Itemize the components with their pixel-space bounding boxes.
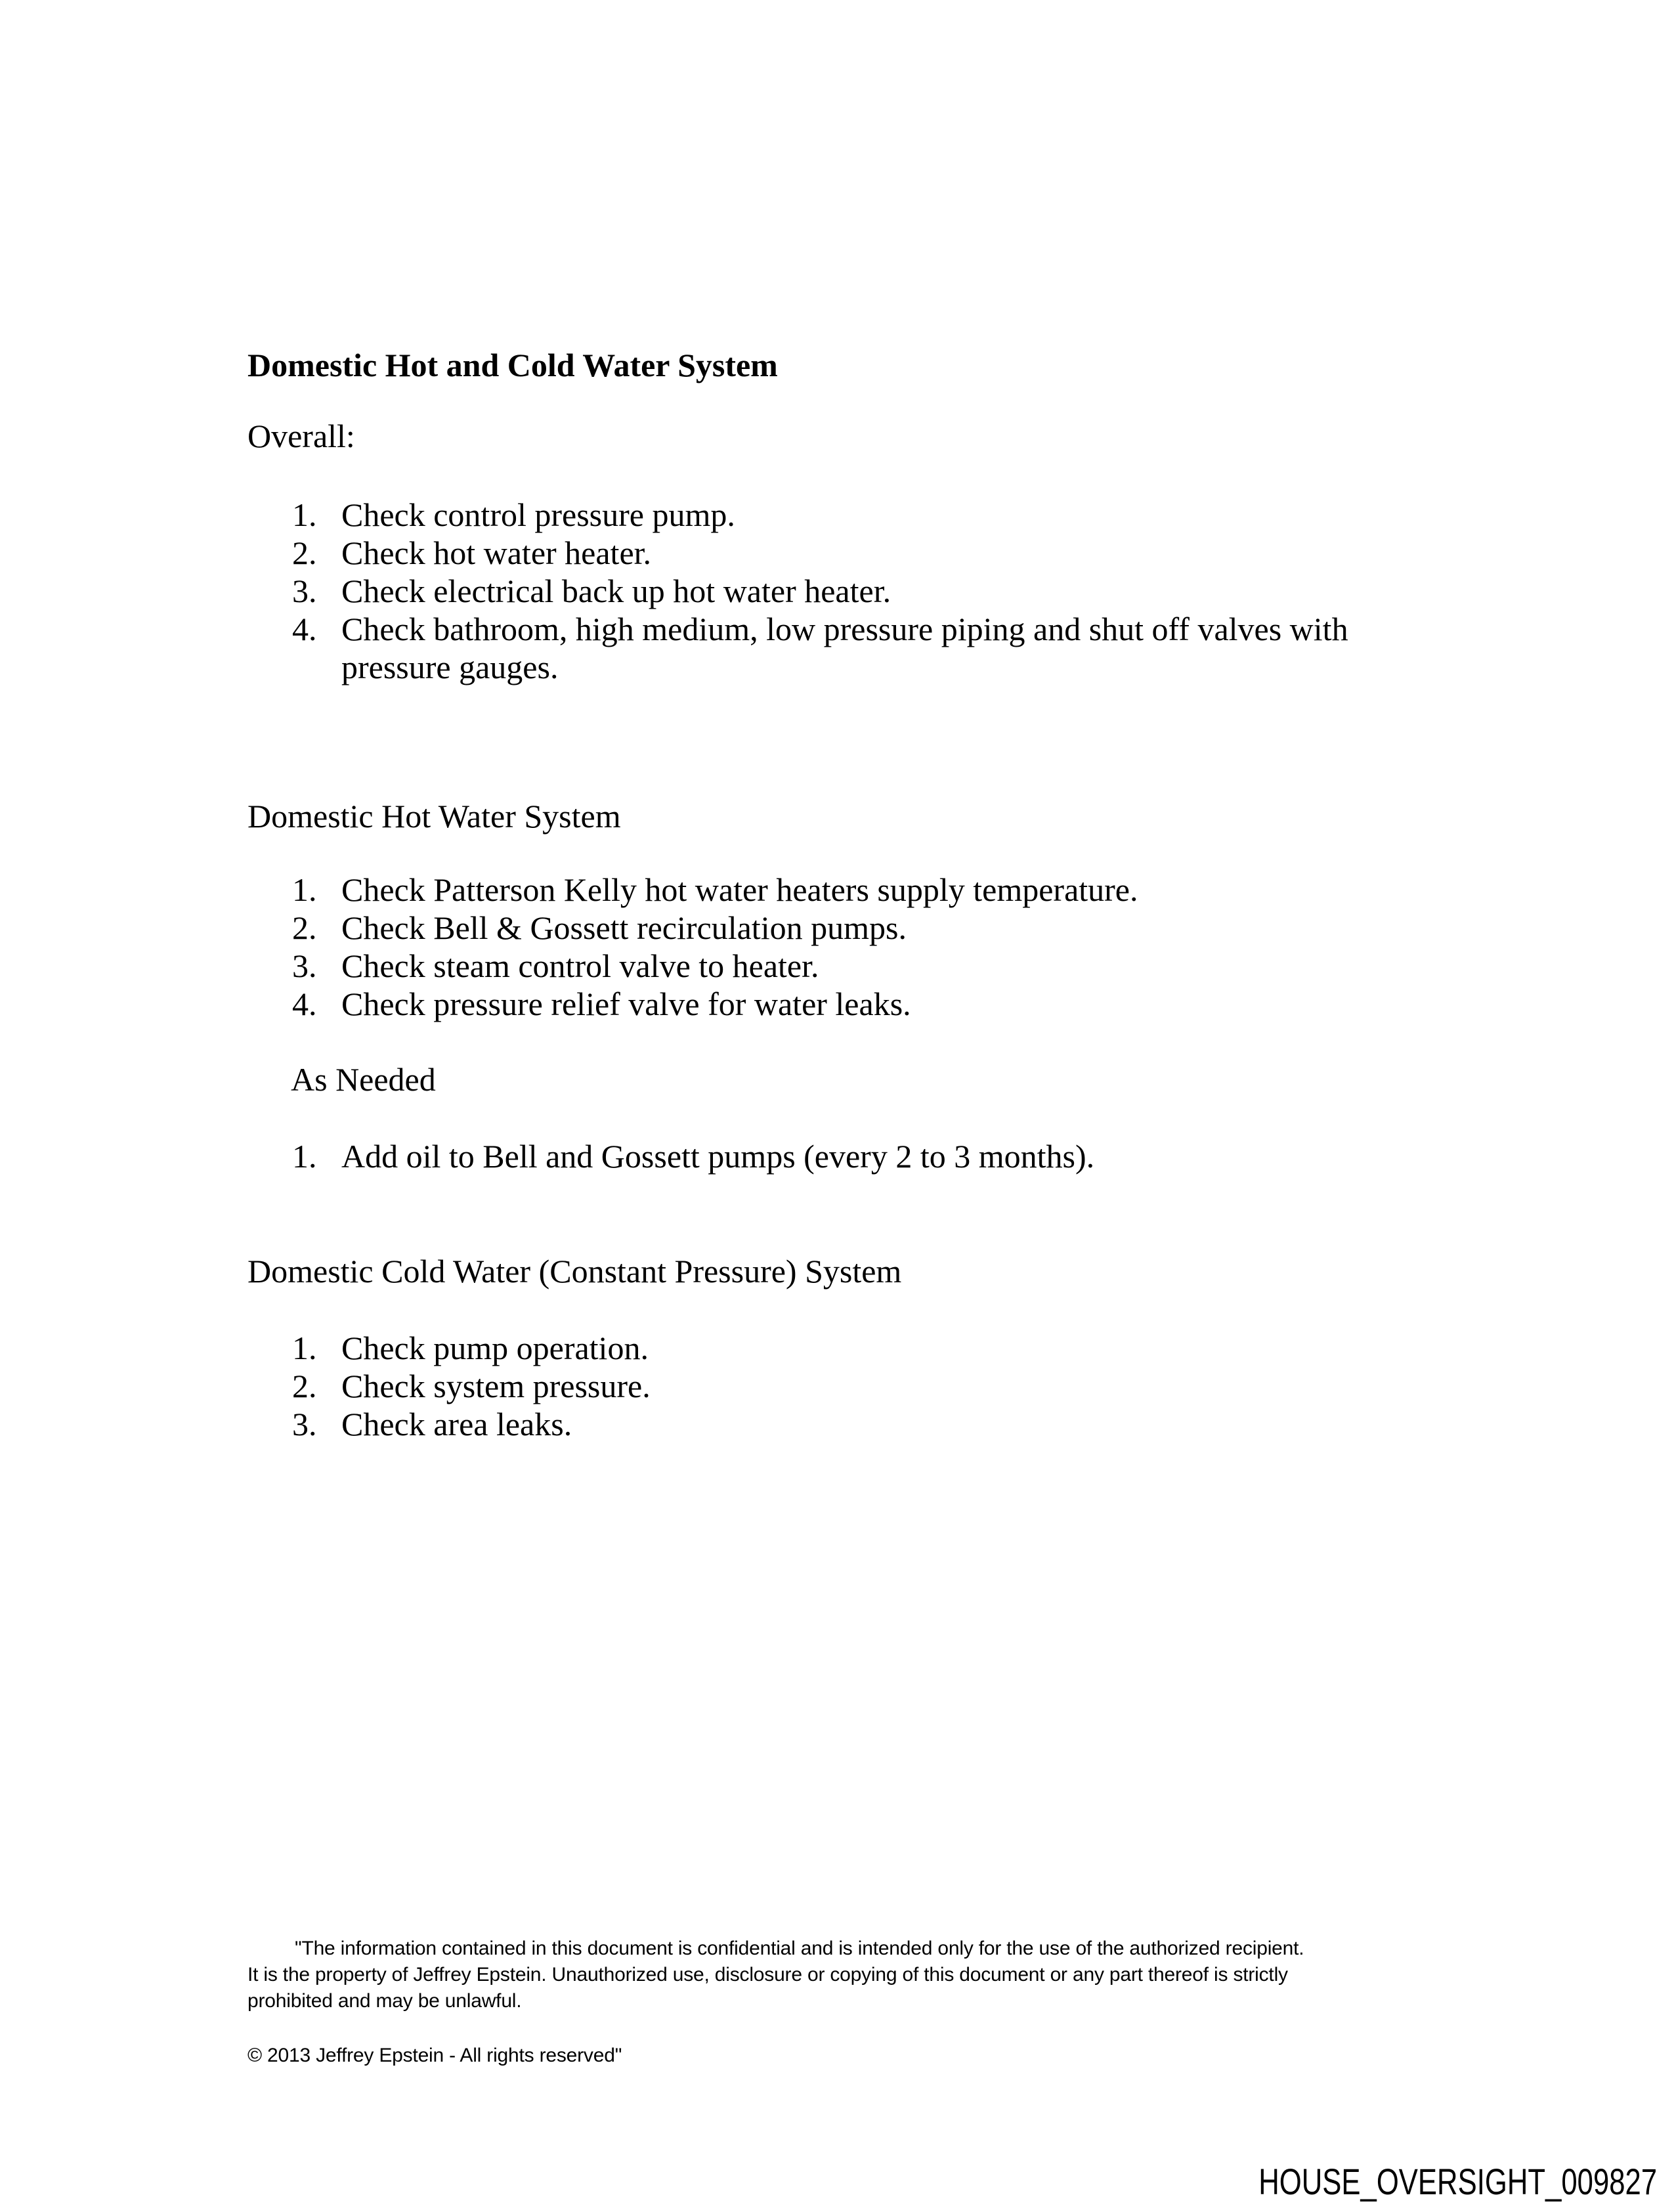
list-item: Check control pressure pump. [341, 496, 735, 533]
bates-stamp: HOUSE_OVERSIGHT_009827 [1258, 2161, 1657, 2202]
list-item: Check Patterson Kelly hot water heaters supply temperature. [341, 871, 1138, 908]
section-heading-as-needed: As Needed [291, 1061, 436, 1098]
checklist-cold-water [247, 1329, 1444, 1443]
section-heading-cold-water: Domestic Cold Water (Constant Pressure) System [247, 1253, 902, 1290]
section-heading-overall: Overall: [247, 418, 355, 454]
checklist-overall [247, 496, 1444, 686]
confidentiality-notice [247, 1936, 1304, 2014]
list-item: Check steam control valve to heater. [341, 947, 819, 984]
list-item: Check bathroom, high medium, low pressure piping and shut off valves with pressure gauges. [341, 611, 1348, 685]
list-item: Add oil to Bell and Gossett pumps (every 2 to 3 months). [341, 1138, 1095, 1175]
copyright-line: © 2013 Jeffrey Epstein - All rights reserved" [247, 2045, 622, 2066]
list-item: Check pressure relief valve for water leaks. [341, 986, 911, 1022]
list-item: Check system pressure. [341, 1368, 651, 1404]
list-item: Check area leaks. [341, 1406, 572, 1442]
list-item: Check hot water heater. [341, 534, 652, 571]
list-item: Check pump operation. [341, 1330, 649, 1366]
section-heading-hot-water: Domestic Hot Water System [247, 798, 621, 835]
checklist-hot-water [247, 871, 1444, 1023]
confidentiality-line: "The information contained in this document is confidential and is intended only for the use of the authorized recipient. [295, 1938, 1304, 1959]
confidentiality-line: It is the property of Jeffrey Epstein. Unauthorized use, disclosure or copying of this document or any part thereof is strictly [247, 1964, 1288, 1985]
confidentiality-line: prohibited and may be unlawful. [247, 1990, 522, 2012]
checklist-as-needed [247, 1137, 1444, 1175]
list-item: Check Bell & Gossett recirculation pumps. [341, 909, 907, 946]
list-item: Check electrical back up hot water heater. [341, 573, 891, 609]
document-title: Domestic Hot and Cold Water System [247, 347, 778, 383]
